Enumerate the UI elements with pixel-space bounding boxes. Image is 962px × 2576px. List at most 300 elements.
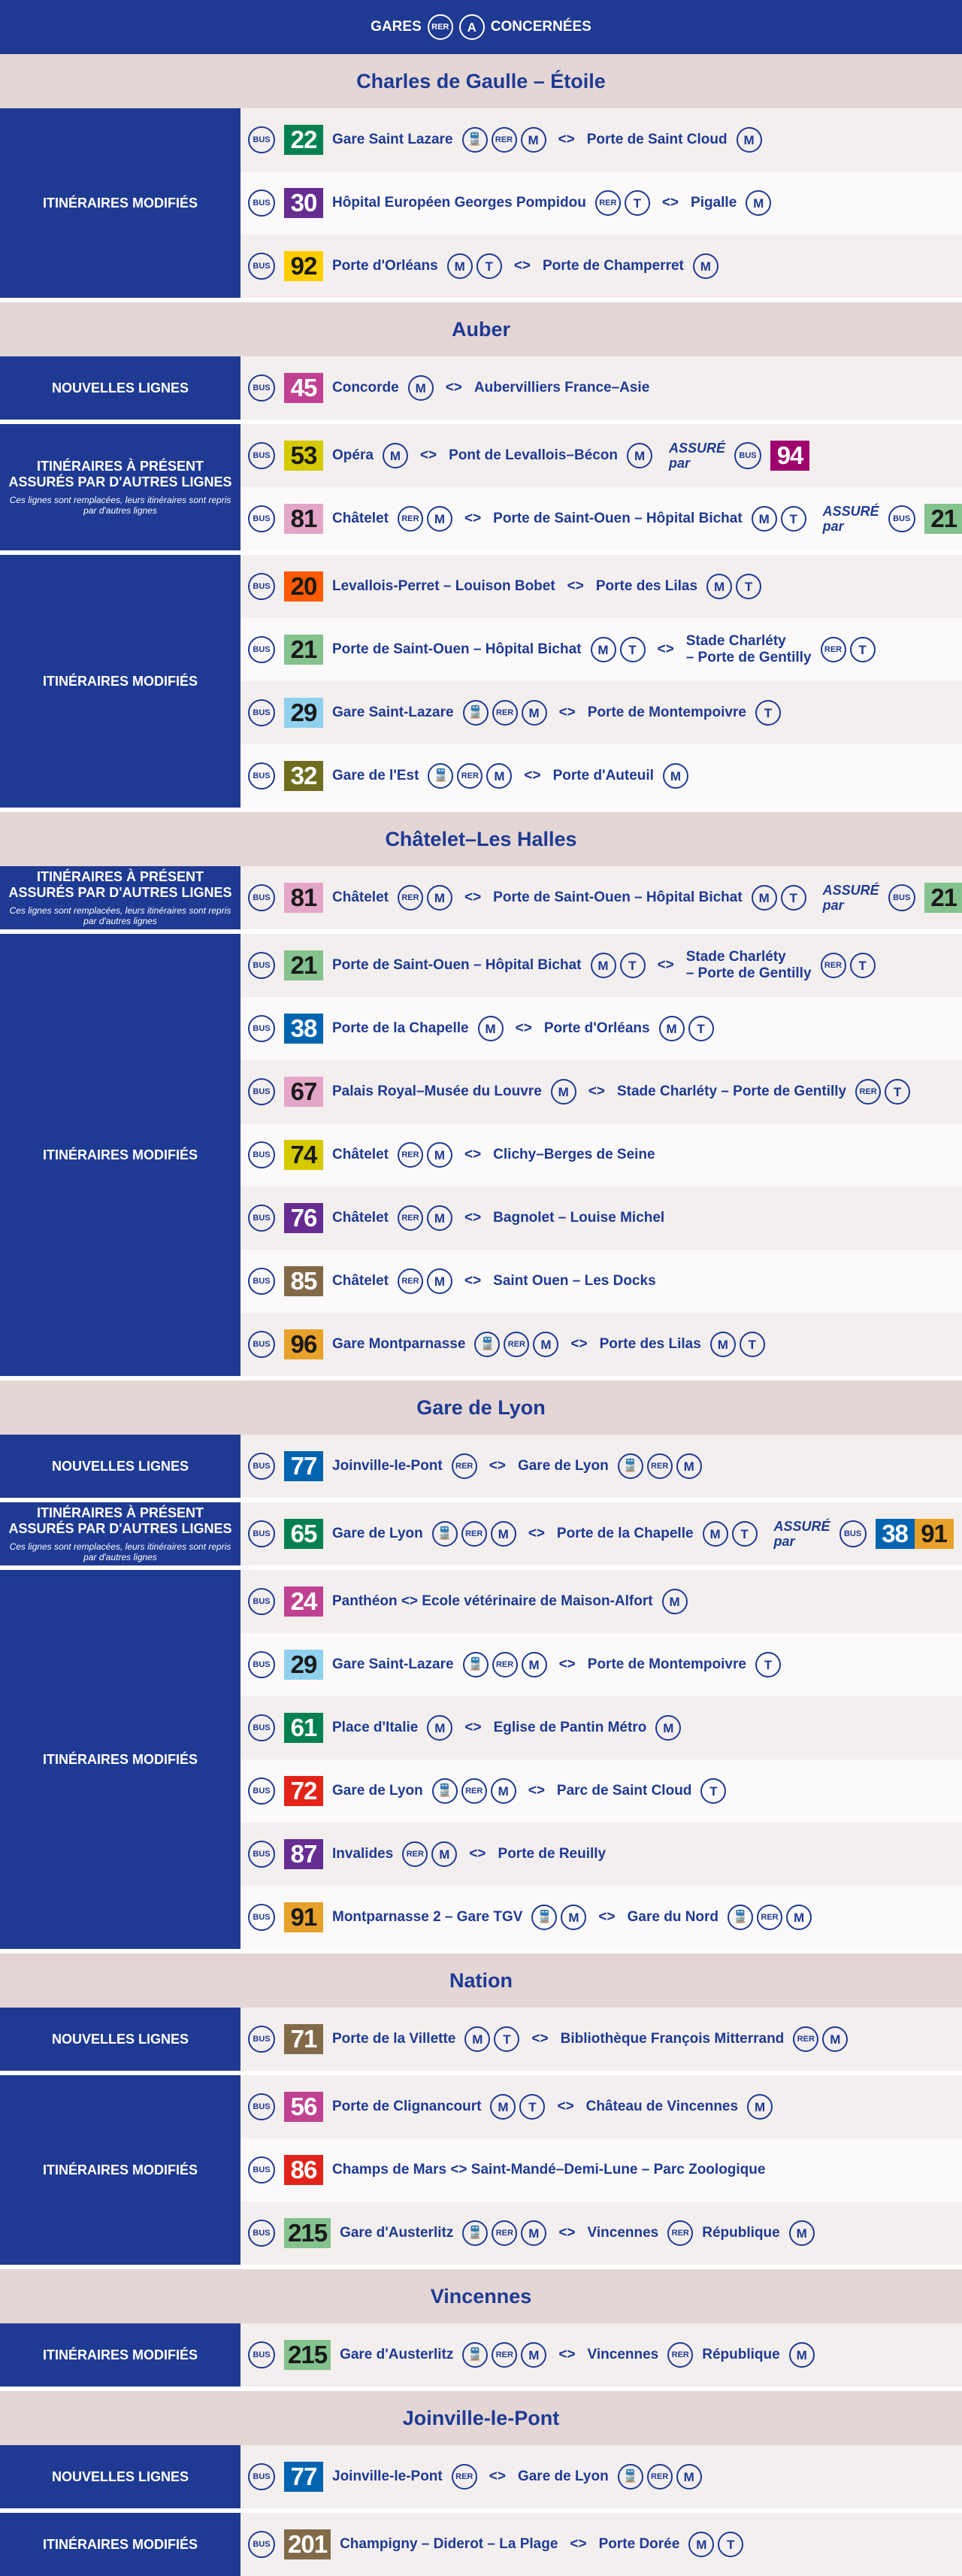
mode-icons bbox=[747, 2094, 773, 2120]
metro-icon: M bbox=[427, 1715, 452, 1741]
route-row[interactable] bbox=[240, 934, 962, 997]
rer-icon: RER bbox=[492, 1652, 518, 1677]
train-icon: 🚆 bbox=[428, 763, 453, 789]
route-origin: Place d'Italie bbox=[332, 1720, 419, 1735]
metro-icon: M bbox=[676, 1453, 702, 1479]
route-destination: Porte des Lilas bbox=[595, 578, 698, 594]
line-number-badge[interactable]: 21 bbox=[924, 883, 962, 913]
mode-icons bbox=[706, 574, 761, 599]
bus-icon: BUS bbox=[248, 952, 275, 979]
route-separator: <> bbox=[464, 889, 482, 905]
line-number-badge[interactable]: 81 bbox=[284, 883, 323, 913]
route-destination: Eglise de Pantin Métro bbox=[493, 1720, 647, 1735]
route-origin: Hôpital Européen Georges Pompidou bbox=[332, 195, 586, 211]
rer-icon: RER bbox=[821, 637, 846, 662]
bus-icon: BUS bbox=[248, 573, 275, 600]
category-title: NOUVELLES LIGNES bbox=[51, 1458, 189, 1474]
bus-icon: BUS bbox=[248, 1141, 275, 1168]
route-origin: Gare Saint-Lazare bbox=[332, 705, 454, 720]
route-origin: Palais Royal–Musée du Louvre bbox=[332, 1083, 542, 1099]
line-number-badge[interactable]: 91 bbox=[915, 1519, 954, 1549]
route-destination: Bagnolet – Louise Michel bbox=[493, 1210, 665, 1226]
train-icon: 🚆 bbox=[531, 1905, 557, 1930]
replacement-lines bbox=[770, 441, 809, 471]
route-origin: Châtelet bbox=[332, 1210, 389, 1226]
train-icon: 🚆 bbox=[474, 1332, 500, 1357]
metro-icon: M bbox=[427, 1142, 452, 1168]
line-number-badge[interactable]: 215 bbox=[284, 2340, 331, 2370]
bus-icon: BUS bbox=[248, 2093, 275, 2120]
route-row[interactable] bbox=[240, 2075, 962, 2138]
category-title: ITINÉRAIRES MODIFIÉS bbox=[42, 1147, 198, 1162]
bus-icon: BUS bbox=[734, 442, 761, 469]
mode-icons bbox=[755, 1652, 781, 1677]
category-title: ITINÉRAIRES MODIFIÉS bbox=[42, 673, 198, 689]
category-block bbox=[0, 555, 962, 812]
route-row[interactable] bbox=[240, 681, 962, 744]
category-block bbox=[0, 2075, 962, 2269]
line-number-badge[interactable]: 21 bbox=[924, 504, 962, 534]
mode-icons bbox=[478, 1016, 504, 1041]
line-number-badge[interactable]: 45 bbox=[284, 373, 323, 403]
line-number-badge[interactable]: 20 bbox=[284, 571, 323, 602]
route-row[interactable] bbox=[240, 1823, 962, 1886]
route-destination: Porte des Lilas bbox=[599, 1336, 701, 1352]
tram-icon: T bbox=[850, 953, 876, 978]
route-row[interactable] bbox=[240, 2138, 962, 2202]
mode-icons bbox=[662, 1589, 688, 1614]
route-row[interactable] bbox=[240, 1060, 962, 1123]
mode-icons bbox=[627, 443, 652, 468]
bus-icon: BUS bbox=[248, 1714, 275, 1741]
mode-icons bbox=[755, 700, 781, 726]
route-row[interactable] bbox=[240, 1759, 962, 1823]
route-destination: Porte Dorée bbox=[598, 2536, 680, 2552]
train-icon: 🚆 bbox=[463, 700, 489, 726]
line-number-badge[interactable]: 53 bbox=[284, 441, 323, 471]
bus-icon: BUS bbox=[248, 442, 275, 469]
rer-icon: RER bbox=[457, 763, 483, 789]
route-origin: Levallois-Perret – Louison Bobet bbox=[332, 578, 555, 594]
line-number-badge[interactable]: 96 bbox=[284, 1329, 323, 1359]
category-title: ITINÉRAIRES À PRÉSENT ASSURÉS PAR D'AUTRES LIGNES bbox=[8, 869, 232, 900]
route-separator: <> bbox=[513, 258, 531, 274]
replacement-label: ASSURÉ par bbox=[822, 883, 879, 913]
route-list bbox=[240, 2445, 962, 2508]
mode-icons bbox=[462, 2342, 546, 2368]
category-label bbox=[0, 1435, 240, 1498]
rer-icon: RER bbox=[428, 14, 453, 40]
category-title: NOUVELLES LIGNES bbox=[51, 2468, 189, 2484]
route-row[interactable] bbox=[240, 1570, 962, 1633]
mode-icons bbox=[464, 2026, 519, 2052]
replacement-lines bbox=[924, 883, 962, 913]
mode-icons bbox=[383, 443, 408, 468]
replacement-lines bbox=[876, 1519, 954, 1549]
route-row[interactable] bbox=[240, 1502, 962, 1565]
mode-icons bbox=[655, 1715, 681, 1741]
line-number-badge[interactable]: 30 bbox=[284, 188, 323, 218]
tram-icon: T bbox=[688, 1016, 714, 1041]
line-number-badge[interactable]: 76 bbox=[284, 1203, 323, 1233]
mode-icons bbox=[618, 2464, 702, 2490]
metro-icon: M bbox=[789, 2342, 815, 2368]
line-number-badge[interactable]: 24 bbox=[284, 1587, 323, 1617]
tram-icon: T bbox=[620, 953, 646, 978]
route-row[interactable] bbox=[240, 2445, 962, 2508]
bus-icon: BUS bbox=[248, 505, 275, 532]
metro-icon: M bbox=[491, 1778, 516, 1804]
line-number-badge[interactable]: 87 bbox=[284, 1839, 323, 1869]
route-destination: Pont de Levallois–Bécon bbox=[449, 447, 619, 463]
mode-icons bbox=[728, 1905, 812, 1930]
metro-icon: M bbox=[676, 2464, 702, 2490]
metro-icon: M bbox=[710, 1332, 736, 1357]
route-separator: <> bbox=[464, 1273, 482, 1289]
route-row[interactable] bbox=[240, 171, 962, 235]
route-origin: Porte de Clignancourt bbox=[332, 2099, 482, 2114]
mode-icons bbox=[746, 190, 771, 216]
route-separator: <> bbox=[515, 1020, 532, 1036]
metro-icon: M bbox=[747, 2094, 773, 2120]
train-icon: 🚆 bbox=[432, 1778, 458, 1804]
route-origin: Montparnasse 2 – Gare TGV bbox=[332, 1909, 523, 1925]
line-number-badge[interactable]: 38 bbox=[876, 1519, 915, 1549]
route-row[interactable] bbox=[240, 618, 962, 681]
line-number-badge[interactable]: 29 bbox=[284, 1650, 323, 1680]
line-number-badge[interactable]: 29 bbox=[284, 698, 323, 728]
line-number-badge[interactable]: 86 bbox=[284, 2155, 323, 2185]
metro-icon: M bbox=[706, 574, 732, 599]
route-row[interactable] bbox=[240, 235, 962, 298]
route-row[interactable] bbox=[240, 1696, 962, 1759]
route-origin: Porte de la Chapelle bbox=[332, 1020, 469, 1036]
metro-icon: M bbox=[383, 443, 408, 468]
tram-icon: T bbox=[755, 1652, 781, 1677]
route-separator: <> bbox=[558, 2225, 576, 2241]
category-label bbox=[0, 934, 240, 1376]
line-number-badge[interactable]: 72 bbox=[284, 1776, 323, 1806]
metro-icon: M bbox=[786, 1905, 812, 1930]
route-destination: Stade Charléty – Porte de Gentilly bbox=[616, 1083, 847, 1099]
route-separator: <> bbox=[657, 957, 674, 973]
category-label bbox=[0, 866, 240, 929]
route-origin: Gare Saint-Lazare bbox=[332, 1656, 454, 1672]
route-separator: <> bbox=[558, 132, 575, 147]
route-separator: <> bbox=[558, 1656, 576, 1672]
route-list bbox=[240, 108, 962, 298]
route-row[interactable] bbox=[240, 108, 962, 171]
rer-icon: RER bbox=[855, 1079, 881, 1105]
route-separator: <> bbox=[557, 2099, 574, 2114]
tram-icon: T bbox=[885, 1079, 910, 1105]
metro-icon: M bbox=[431, 1841, 457, 1867]
bus-icon: BUS bbox=[248, 2156, 275, 2184]
route-destination: Clichy–Berges de Seine bbox=[493, 1147, 655, 1162]
train-icon: 🚆 bbox=[728, 1905, 753, 1930]
line-a-icon: A bbox=[459, 14, 485, 40]
tram-icon: T bbox=[781, 885, 806, 911]
tram-icon: T bbox=[850, 637, 876, 662]
route-origin: Porte de Saint-Ouen – Hôpital Bichat bbox=[332, 641, 582, 657]
route-row[interactable] bbox=[240, 555, 962, 618]
rer-icon: RER bbox=[492, 2220, 517, 2246]
route-origin: Panthéon <> Ecole vétérinaire de Maison-Alfort bbox=[332, 1593, 653, 1609]
route-origin: Châtelet bbox=[332, 511, 389, 526]
route-list bbox=[240, 934, 962, 1376]
category-label bbox=[0, 2075, 240, 2265]
station-header: Nation bbox=[0, 1953, 962, 2008]
stations-list bbox=[0, 54, 962, 2576]
rer-icon: RER bbox=[647, 1453, 673, 1479]
route-list bbox=[240, 1570, 962, 1949]
tram-icon: T bbox=[494, 2026, 519, 2052]
line-number-badge[interactable]: 91 bbox=[284, 1902, 323, 1932]
metro-icon: M bbox=[522, 700, 547, 726]
mode-icons bbox=[789, 2342, 815, 2368]
bus-icon: BUS bbox=[248, 253, 275, 280]
category-title: ITINÉRAIRES MODIFIÉS bbox=[42, 2347, 198, 2362]
tram-icon: T bbox=[755, 700, 781, 726]
route-origin: Porte d'Orléans bbox=[332, 258, 438, 274]
route-list bbox=[240, 356, 962, 420]
metro-icon: M bbox=[822, 2026, 848, 2052]
route-destination: Porte de la Chapelle bbox=[556, 1526, 694, 1541]
category-block bbox=[0, 866, 962, 934]
line-number-badge[interactable]: 32 bbox=[284, 761, 323, 791]
category-block bbox=[0, 356, 962, 424]
rer-icon: RER bbox=[452, 1453, 477, 1479]
train-icon: 🚆 bbox=[462, 2342, 488, 2368]
route-row[interactable] bbox=[240, 1186, 962, 1250]
station-header: Châtelet–Les Halles bbox=[0, 812, 962, 866]
line-number-badge[interactable]: 61 bbox=[284, 1713, 323, 1743]
category-block bbox=[0, 2008, 962, 2075]
tram-icon: T bbox=[718, 2532, 743, 2557]
route-row[interactable] bbox=[240, 997, 962, 1060]
route-row[interactable] bbox=[240, 1435, 962, 1498]
route-row[interactable] bbox=[240, 1886, 962, 1949]
route-separator: <> bbox=[528, 1526, 545, 1541]
route-destination: Porte d'Auteuil bbox=[552, 768, 654, 783]
metro-icon: M bbox=[561, 1905, 586, 1930]
bus-icon: BUS bbox=[248, 1078, 275, 1105]
rer-icon: RER bbox=[647, 2464, 673, 2490]
bus-icon: BUS bbox=[248, 1453, 275, 1480]
line-number-badge[interactable]: 56 bbox=[284, 2092, 323, 2122]
route-origin: Porte de Saint-Ouen – Hôpital Bichat bbox=[332, 957, 582, 973]
line-number-badge[interactable]: 215 bbox=[284, 2218, 331, 2248]
route-row[interactable] bbox=[240, 1123, 962, 1186]
station-header: Auber bbox=[0, 302, 962, 356]
category-block bbox=[0, 2323, 962, 2391]
line-number-badge[interactable]: 201 bbox=[284, 2529, 331, 2559]
bus-icon: BUS bbox=[248, 1841, 275, 1868]
route-separator: <> bbox=[661, 195, 679, 211]
route-separator: <> bbox=[567, 578, 584, 594]
mode-icons bbox=[402, 1841, 457, 1867]
metro-icon: M bbox=[591, 953, 616, 978]
category-label bbox=[0, 2445, 240, 2508]
metro-icon: M bbox=[478, 1016, 504, 1041]
metro-icon: M bbox=[522, 1652, 547, 1677]
tram-icon: T bbox=[620, 637, 646, 662]
bus-icon: BUS bbox=[248, 1777, 275, 1805]
mode-icons bbox=[737, 127, 762, 153]
route-row[interactable] bbox=[240, 2513, 962, 2576]
mode-icons bbox=[398, 506, 452, 532]
route-destination: Bibliothèque François Mitterrand bbox=[560, 2031, 785, 2047]
route-destination: Stade Charléty – Porte de Gentilly bbox=[685, 633, 812, 665]
route-separator: <> bbox=[464, 511, 482, 526]
metro-icon: M bbox=[627, 443, 652, 468]
route-destination: Gare de Lyon bbox=[517, 1458, 609, 1474]
metro-icon: M bbox=[427, 885, 452, 911]
route-destination: Stade Charléty – Porte de Gentilly bbox=[685, 949, 812, 981]
line-number-badge[interactable]: 21 bbox=[284, 950, 323, 980]
category-label bbox=[0, 1502, 240, 1565]
mode-icons bbox=[595, 190, 650, 216]
line-number-badge[interactable]: 22 bbox=[284, 125, 323, 155]
train-icon: 🚆 bbox=[462, 2220, 488, 2246]
route-destination: Aubervilliers France–Asie bbox=[473, 380, 650, 395]
category-label bbox=[0, 2323, 240, 2387]
metro-icon: M bbox=[693, 253, 718, 279]
route-origin: Gare Montparnasse bbox=[332, 1336, 466, 1352]
route-list bbox=[240, 1435, 962, 1498]
rer-icon: RER bbox=[793, 2026, 818, 2052]
line-number-badge[interactable]: 67 bbox=[284, 1077, 323, 1107]
metro-icon: M bbox=[427, 1268, 452, 1294]
route-separator: <> bbox=[588, 1083, 605, 1099]
rer-icon: RER bbox=[492, 2342, 517, 2368]
header-prefix: GARES bbox=[371, 19, 422, 35]
line-number-badge[interactable]: 74 bbox=[284, 1140, 323, 1170]
mode-icons bbox=[408, 375, 434, 401]
route-origin: Concorde bbox=[332, 380, 399, 395]
line-number-badge[interactable]: 77 bbox=[284, 2462, 323, 2492]
route-row[interactable] bbox=[240, 1313, 962, 1376]
rer-icon: RER bbox=[398, 885, 423, 911]
route-origin: Champs de Mars <> Saint-Mandé–Demi-Lune – Parc Zoologique bbox=[332, 2162, 766, 2177]
route-row[interactable] bbox=[240, 2202, 962, 2265]
bus-icon: BUS bbox=[248, 1268, 275, 1295]
bus-icon: BUS bbox=[248, 762, 275, 789]
line-number-badge[interactable]: 94 bbox=[770, 441, 809, 471]
mode-icons bbox=[452, 1453, 477, 1479]
metro-icon: M bbox=[663, 763, 688, 789]
route-row[interactable] bbox=[240, 866, 962, 929]
metro-icon: M bbox=[688, 2532, 714, 2557]
route-row[interactable] bbox=[240, 2323, 962, 2387]
route-destination: Pigalle bbox=[691, 195, 737, 211]
route-separator: <> bbox=[419, 447, 437, 463]
route-row[interactable] bbox=[240, 1250, 962, 1313]
tram-icon: T bbox=[740, 1332, 765, 1357]
station-header: Gare de Lyon bbox=[0, 1380, 962, 1435]
bus-icon: BUS bbox=[248, 189, 275, 217]
route-separator: <> bbox=[528, 1783, 545, 1799]
rer-icon: RER bbox=[595, 190, 621, 216]
mode-icons bbox=[710, 1332, 765, 1357]
route-origin: Gare de Lyon bbox=[332, 1783, 423, 1799]
header-suffix: CONCERNÉES bbox=[490, 19, 591, 35]
mode-icons bbox=[462, 2220, 546, 2246]
route-list bbox=[240, 2075, 962, 2265]
route-row[interactable] bbox=[240, 744, 962, 808]
metro-icon: M bbox=[659, 1016, 685, 1041]
metro-icon: M bbox=[752, 885, 777, 911]
route-destination: Château de Vincennes bbox=[585, 2099, 739, 2114]
rer-icon: RER bbox=[667, 2342, 693, 2368]
route-separator: <> bbox=[657, 641, 674, 657]
rer-icon: RER bbox=[821, 953, 846, 978]
mode-icons bbox=[659, 1016, 714, 1041]
route-row[interactable] bbox=[240, 424, 962, 487]
metro-icon: M bbox=[789, 2220, 815, 2246]
route-origin: Gare de Lyon bbox=[332, 1526, 423, 1541]
metro-icon: M bbox=[746, 190, 771, 216]
category-label bbox=[0, 555, 240, 808]
mode-icons bbox=[591, 953, 646, 978]
line-number-badge[interactable]: 81 bbox=[284, 504, 323, 534]
rer-icon: RER bbox=[461, 1778, 487, 1804]
mode-icons bbox=[452, 2464, 477, 2490]
route-separator: <> bbox=[469, 1846, 486, 1862]
category-title: ITINÉRAIRES MODIFIÉS bbox=[42, 1751, 198, 1767]
route-row[interactable] bbox=[240, 487, 962, 550]
line-number-badge[interactable]: 65 bbox=[284, 1519, 323, 1549]
mode-icons bbox=[463, 1652, 547, 1677]
route-list bbox=[240, 866, 962, 929]
rer-icon: RER bbox=[398, 1268, 423, 1294]
bus-icon: BUS bbox=[888, 884, 915, 911]
mode-icons bbox=[398, 885, 452, 911]
mode-icons bbox=[398, 1142, 452, 1168]
line-number-badge[interactable]: 38 bbox=[284, 1014, 323, 1044]
metro-icon: M bbox=[703, 1521, 728, 1547]
category-title: ITINÉRAIRES À PRÉSENT ASSURÉS PAR D'AUTRES LIGNES bbox=[8, 459, 232, 489]
bus-icon: BUS bbox=[248, 1588, 275, 1615]
category-label bbox=[0, 424, 240, 550]
route-separator: <> bbox=[558, 705, 576, 720]
route-row[interactable] bbox=[240, 356, 962, 420]
line-number-badge[interactable]: 71 bbox=[284, 2024, 323, 2054]
line-number-badge[interactable]: 21 bbox=[284, 635, 323, 665]
metro-icon: M bbox=[655, 1715, 681, 1741]
replacement-label: ASSURÉ par bbox=[773, 1519, 830, 1549]
mode-icons bbox=[663, 763, 688, 789]
route-row[interactable] bbox=[240, 2008, 962, 2071]
bus-icon: BUS bbox=[248, 699, 275, 726]
metro-icon: M bbox=[662, 1589, 688, 1614]
mode-icons bbox=[752, 885, 806, 911]
line-number-badge[interactable]: 77 bbox=[284, 1451, 323, 1481]
mode-icons bbox=[821, 953, 876, 978]
mode-icons bbox=[821, 637, 876, 662]
route-list bbox=[240, 2323, 962, 2387]
route-separator: <> bbox=[598, 1909, 616, 1925]
metro-icon: M bbox=[427, 506, 452, 532]
line-number-badge[interactable]: 85 bbox=[284, 1266, 323, 1296]
metro-icon: M bbox=[464, 2026, 490, 2052]
route-origin: Joinville-le-Pont bbox=[332, 1458, 443, 1474]
route-row[interactable] bbox=[240, 1633, 962, 1696]
bus-icon: BUS bbox=[248, 2220, 275, 2247]
category-title: ITINÉRAIRES MODIFIÉS bbox=[42, 2162, 198, 2177]
line-number-badge[interactable]: 92 bbox=[284, 251, 323, 281]
route-origin: Châtelet bbox=[332, 1273, 389, 1289]
